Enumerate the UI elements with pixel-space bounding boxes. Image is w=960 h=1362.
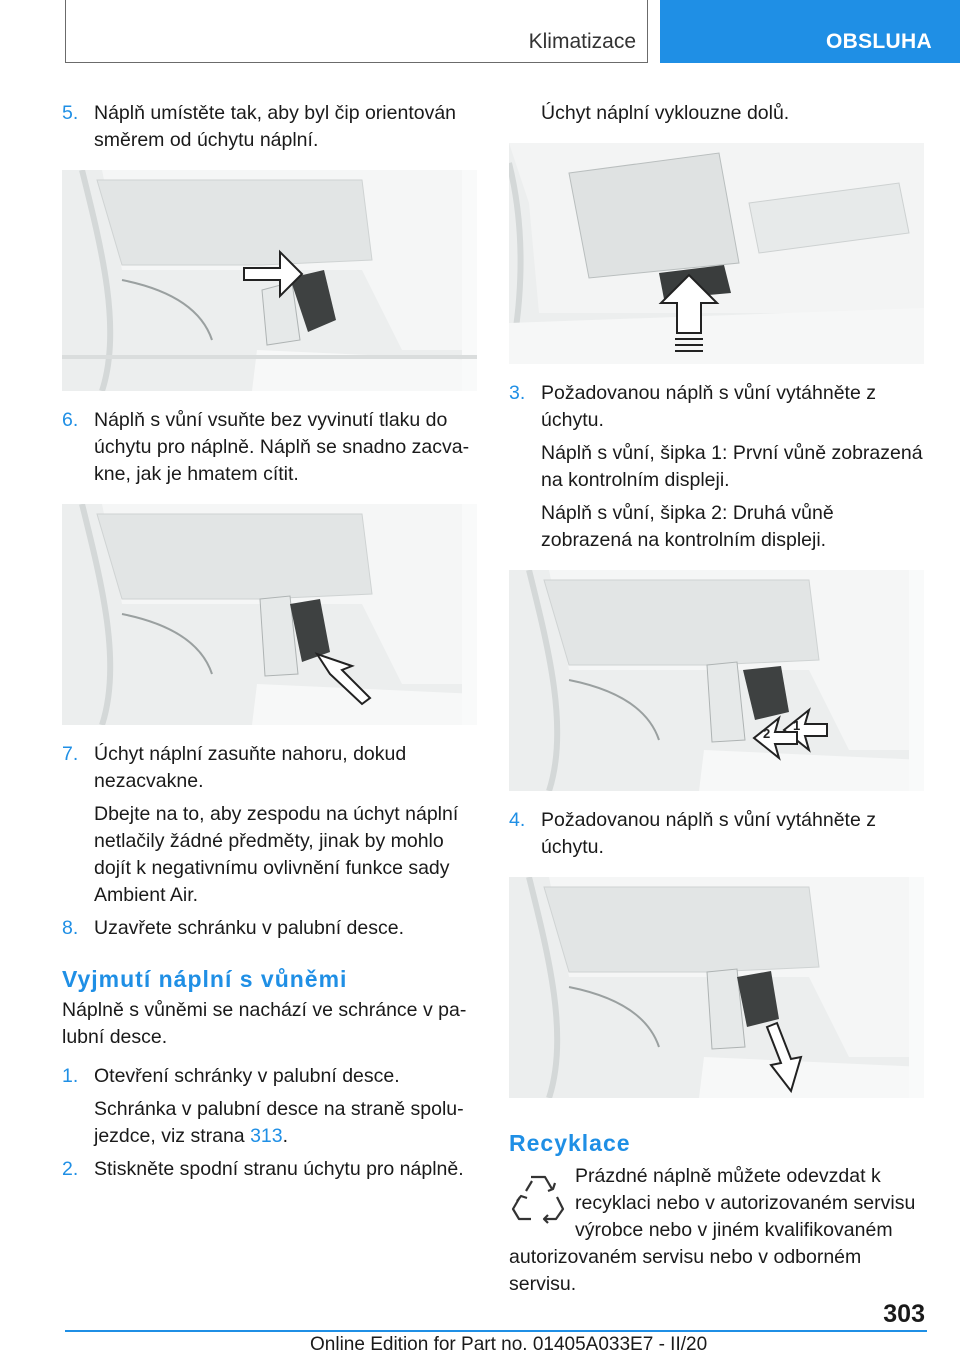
step-text: Otevření schránky v palubní desce. — [94, 1065, 400, 1087]
step-5 — [62, 100, 477, 154]
step-text: Stiskněte spodní stranu úchytu pro náplně. — [94, 1158, 464, 1180]
step-number: 6. — [62, 409, 79, 431]
figure-insert-orientation — [62, 170, 477, 391]
step-7 — [62, 741, 477, 795]
step-2-continued: Úchyt náplní vyklouzne dolů. — [541, 102, 790, 124]
arrow-label-1: 1 — [793, 718, 801, 733]
step-number: 3. — [509, 382, 526, 404]
step-number: 4. — [509, 809, 526, 831]
step-3-note-1: Náplň s vůní, šipka 1: První vůně zobrazená na kontrolním displeji. — [541, 442, 923, 491]
step-text: Požadovanou náplň s vůní vytáhněte z úchytu. — [541, 809, 876, 858]
step-text: Uzavřete schránku v palubní desce. — [94, 917, 405, 939]
step-3-note-2: Náplň s vůní, šipka 2: Druhá vůně zobrazená na kontrolním displeji. — [541, 502, 834, 551]
arrow-label-2: 2 — [763, 726, 771, 741]
step-1-note — [62, 1096, 477, 1150]
page-reference-link[interactable]: 313 — [250, 1125, 283, 1147]
header-section-title: Klimatizace — [528, 30, 636, 53]
header-chapter-tab: OBSLUHA — [660, 0, 960, 63]
recycling-text — [509, 1163, 924, 1298]
section-heading-removal: Vyjmutí náplní s vůněmi — [62, 966, 348, 992]
step-number: 1. — [62, 1065, 79, 1087]
right-column — [509, 100, 924, 1298]
recycling-block — [509, 1163, 924, 1298]
step-text: Úchyt náplní zasuňte nahoru, dokud nezacvakne. — [94, 743, 407, 792]
figure-arrows-1-2 — [509, 570, 924, 791]
step-number: 8. — [62, 917, 79, 939]
step-number: 2. — [62, 1158, 79, 1180]
step-6 — [62, 407, 477, 488]
section-intro: Náplně s vůněmi se nachází ve schránce v palubní desce. — [62, 999, 467, 1048]
section-heading-recycling: Recyklace — [509, 1130, 631, 1156]
figure-pull-out — [509, 877, 924, 1098]
figure-holder-slide-down — [509, 143, 924, 364]
step-3 — [509, 380, 924, 434]
footer-divider — [65, 1330, 927, 1332]
recycle-icon — [509, 1169, 567, 1227]
step-text: Náplň s vůní vsuňte bez vyvinutí tlaku do úchytu pro náplně. Náplň se snadno zacvakne, jak je hmatem cítit. — [94, 409, 470, 485]
step-text: Náplň umístěte tak, aby byl čip orientován směrem od úchytu náplní. — [94, 102, 457, 151]
recycling-text-content: Prázdné náplně můžete odevzdat k recyklaci nebo v autorizovaném servisu výrobce nebo v jiném kvalifikovaném autorizovaném servisu nebo v odborném servisu. — [509, 1165, 916, 1295]
step-7-note: Dbejte na to, aby zespodu na úchyt náplní netlačily žádné předměty, jinak by mohlo dojít k negativnímu ovlivnění funkce sady Ambient Air. — [94, 803, 459, 906]
note-text: Schránka v palubní desce na straně spolujezdce, viz strana — [94, 1098, 464, 1147]
page-number: 303 — [883, 1300, 925, 1328]
step-1 — [62, 1063, 477, 1090]
step-4 — [509, 807, 924, 861]
step-2 — [62, 1156, 477, 1183]
step-number: 5. — [62, 102, 79, 124]
footer-edition: Online Edition for Part no. 01405A033E7 - II/20 — [310, 1334, 708, 1355]
note-end: . — [282, 1125, 289, 1147]
left-column — [62, 100, 477, 1183]
step-text: Požadovanou náplň s vůní vytáhněte z úchytu. — [541, 382, 876, 431]
figure-insert-push — [62, 504, 477, 725]
step-number: 7. — [62, 743, 79, 765]
step-8 — [62, 915, 477, 942]
